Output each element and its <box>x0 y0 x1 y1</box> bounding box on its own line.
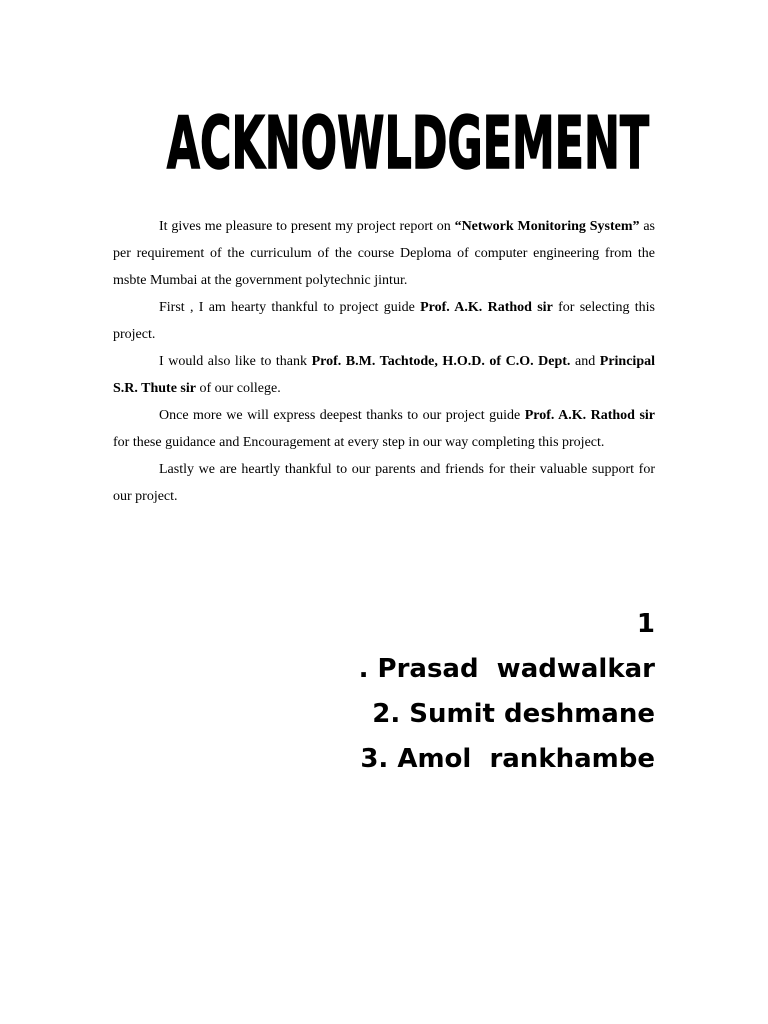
bold-text: “Network Monitoring System” <box>454 219 640 234</box>
bold-text: Principal S.R. Thute sir <box>113 354 656 396</box>
page-title: ACKNOWLDGEMENT <box>166 102 650 184</box>
bold-text: Prof. A.K. Rathod sir <box>420 300 553 315</box>
bold-text: Prof. B.M. Tachtode, H.O.D. of C.O. Dept. <box>311 354 571 369</box>
name-line: 3. Amol rankhambe <box>360 744 655 774</box>
text-segment: Lastly we are heartly thankful to our parents and friends for their valuable support for our project. <box>113 462 655 504</box>
text-segment: and <box>570 354 600 369</box>
name-line: 2. Sumit deshmane <box>372 699 655 729</box>
bold-text: Prof. A.K. Rathod sir <box>524 408 655 423</box>
paragraph <box>113 294 655 348</box>
text-segment: Once more we will express deepest thanks to our project guide <box>159 408 525 423</box>
student-names <box>359 602 655 782</box>
text-segment: of our college. <box>195 381 281 396</box>
text-segment: First , I am hearty thankful to project guide <box>159 300 421 315</box>
paragraph <box>113 348 655 402</box>
paragraph <box>113 213 655 294</box>
text-segment: as per requirement of the curriculum of the course Deploma of computer engineering from the msbte Mumbai at the government polytechnic jintur. <box>113 219 655 288</box>
text-segment: for selecting this project. <box>113 300 655 342</box>
text-segment: It gives me pleasure to present my project report on <box>159 219 455 234</box>
acknowledgement-body <box>113 213 655 510</box>
text-segment: I would also like to thank <box>159 354 312 369</box>
paragraph <box>113 402 655 456</box>
text-segment: for these guidance and Encouragement at every step in our way completing this project. <box>113 435 605 450</box>
paragraph <box>113 456 655 510</box>
name-line: . Prasad wadwalkar <box>358 654 655 684</box>
name-line: 1 <box>636 609 655 639</box>
title-banner <box>0 88 768 184</box>
